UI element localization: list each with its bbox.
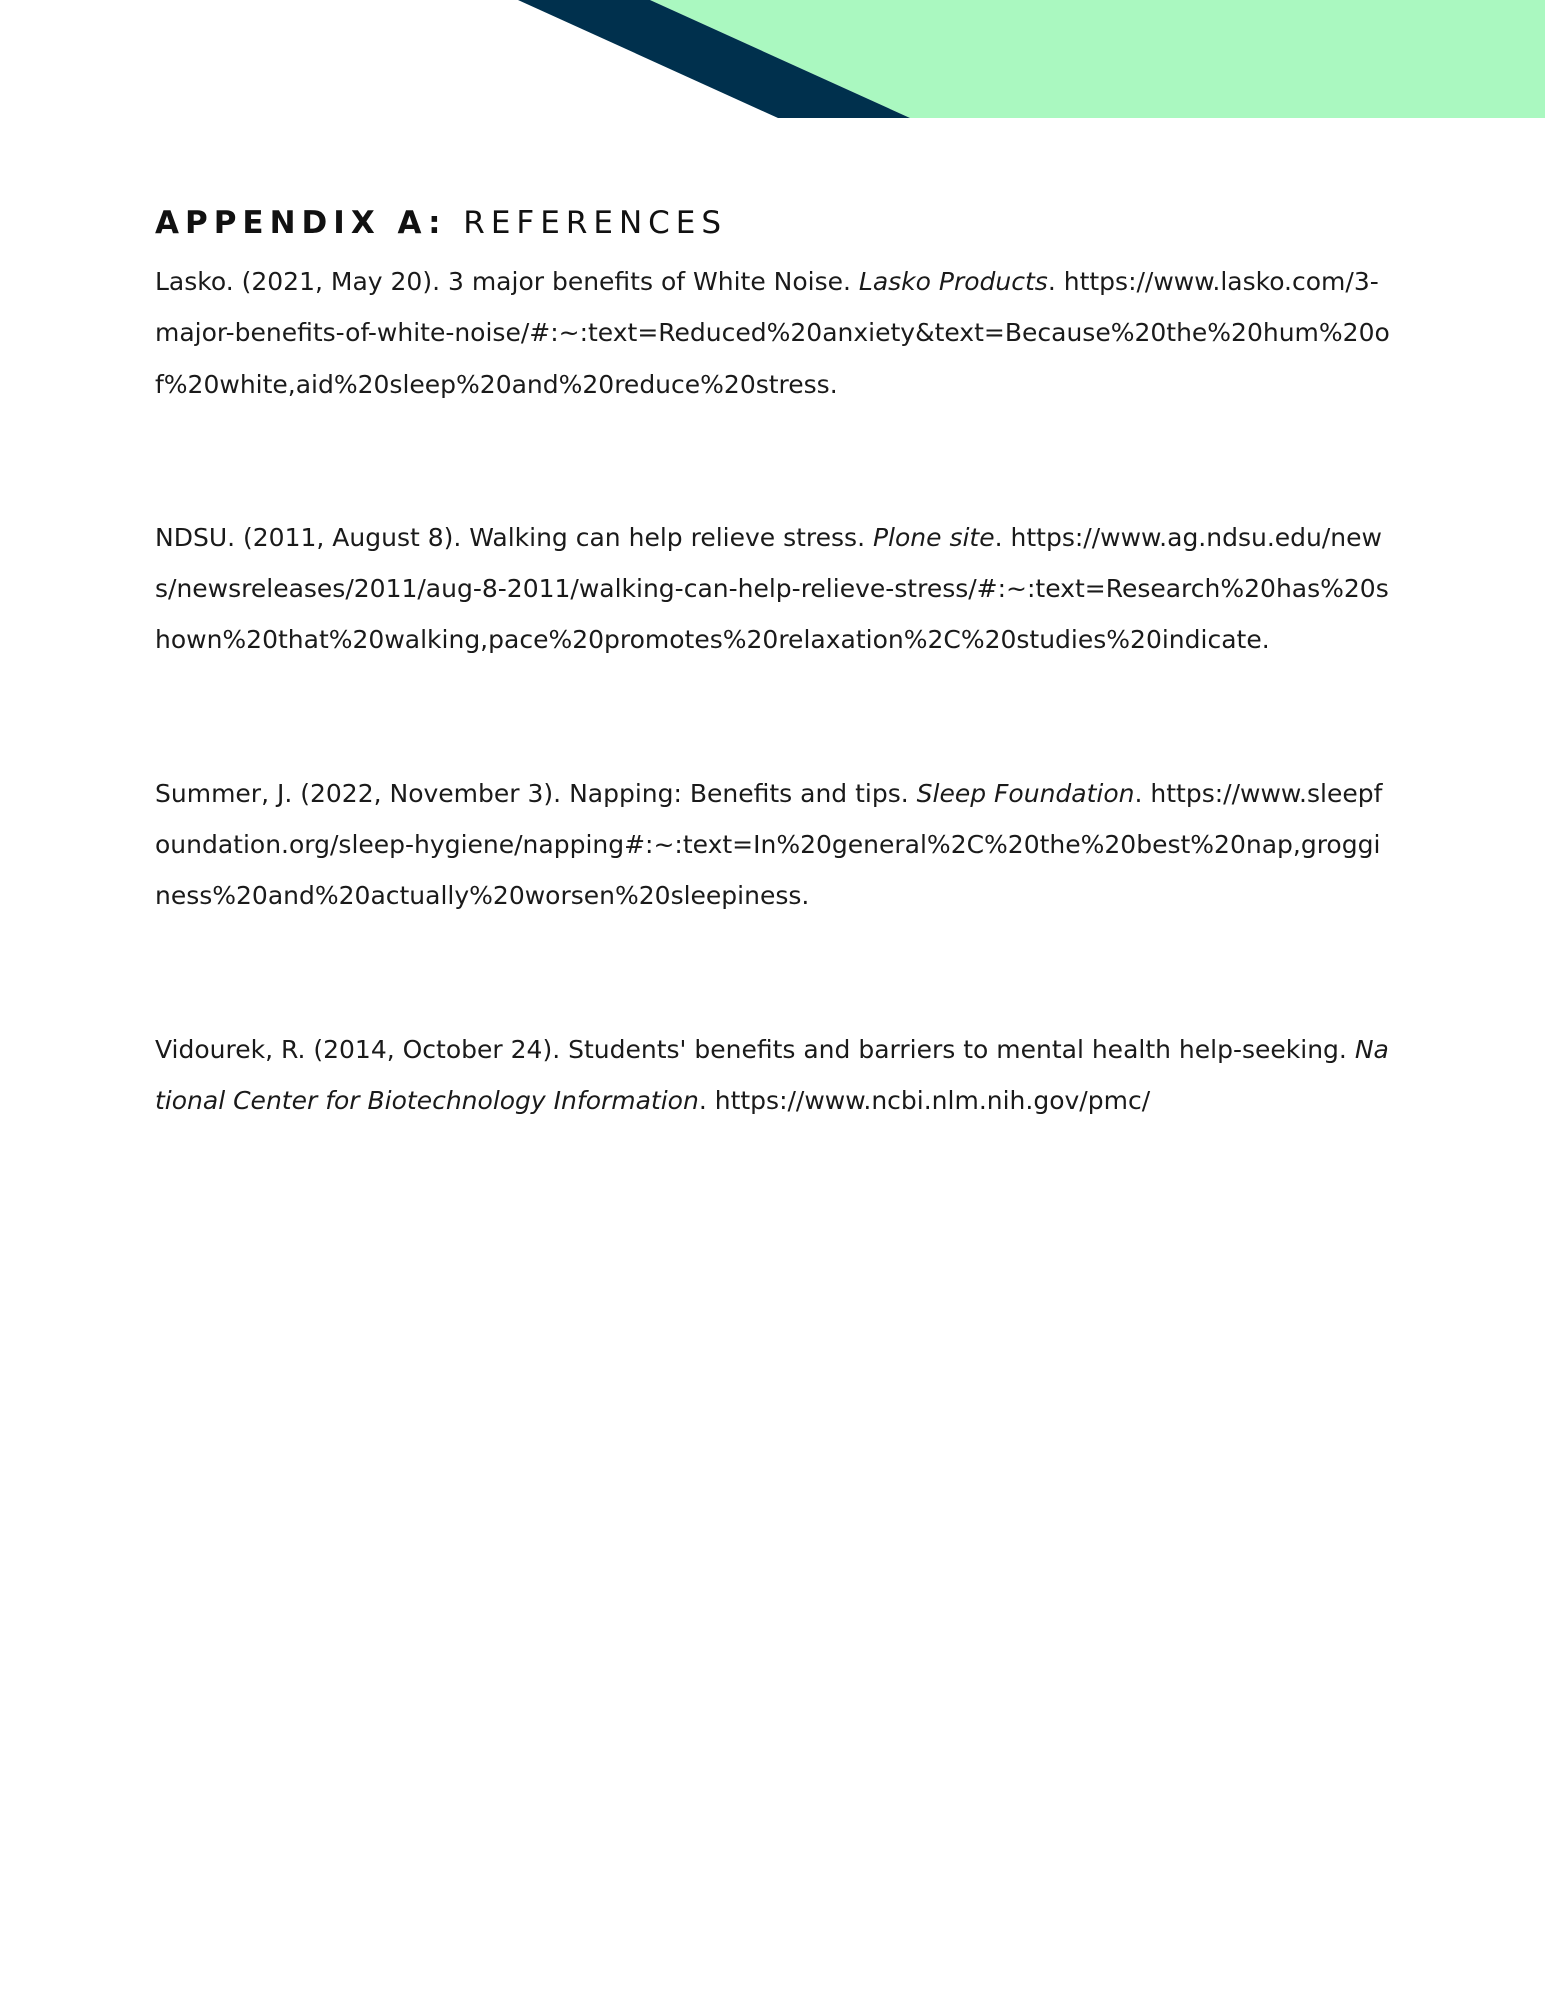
references-section — [155, 200, 1395, 1126]
page-title-light: REFERENCES — [463, 205, 728, 241]
reference-source: National Center for Biotechnology Information — [155, 1034, 1389, 1115]
reference-citation: Lasko. (2021, May 20). 3 major benefits of White Noise. — [155, 267, 859, 296]
reference-url: . https://www.ncbi.nlm.nih.gov/pmc/ — [698, 1085, 1151, 1115]
reference-url: . https://www.sleepfoundation.org/sleep-hygiene/napping#:~:text=In%20general%2C%20the%20best%20nap,grogginess%20and%20actually%20worsen%20sleepiness. — [155, 778, 1383, 911]
page-title — [155, 200, 1395, 246]
reference-source: Sleep Foundation — [916, 778, 1135, 808]
reference-source: Plone site — [872, 522, 995, 552]
header-decoration — [0, 0, 1545, 118]
reference-entry — [155, 512, 1395, 666]
reference-url: . https://www.ag.ndsu.edu/news/newsreleases/2011/aug-8-2011/walking-can-help-relieve-stress/#:~:text=Research%20has%20shown%20that%20walking,pace%20promotes%20relaxation%2C%20studies%20indicate. — [155, 522, 1389, 655]
reference-entry — [155, 256, 1395, 410]
reference-citation: Summer, J. (2022, November 3). Napping: Benefits and tips. — [155, 778, 917, 808]
reference-entry — [155, 768, 1395, 922]
reference-url: . https://www.lasko.com/3-major-benefits-of-white-noise/#:~:text=Reduced%20anxiety&text=Because%20the%20hum%20of%20white,aid%20sleep%20and%20reduce%20stress. — [155, 267, 1390, 399]
reference-citation: NDSU. (2011, August 8). Walking can help relieve stress. — [155, 522, 873, 552]
reference-entry — [155, 1024, 1395, 1127]
page-title-bold: APPENDIX A: — [155, 205, 447, 241]
reference-citation: Vidourek, R. (2014, October 24). Students' benefits and barriers to mental health help-seeking. — [155, 1034, 1355, 1064]
reference-source: Lasko Products — [858, 267, 1048, 296]
